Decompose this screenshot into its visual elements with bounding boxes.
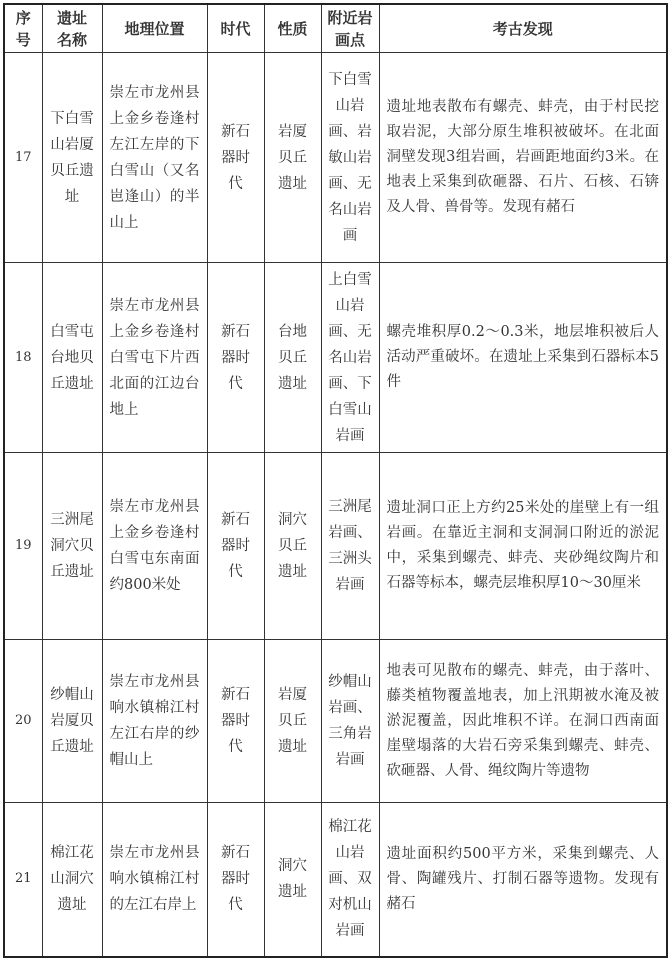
row-location: 崇左市龙州县上金乡卷逢村白雪屯东南面约800米处 [102,453,207,640]
row-era: 新石器时代 [207,640,264,803]
header-location: 地理位置 [102,4,207,53]
row-rock-art: 三洲尾岩画、三洲头岩画 [321,453,379,640]
row-finds: 螺壳堆积厚0.2～0.3米，地层堆积被后人活动严重破坏。在遗址上采集到石器标本5件 [379,263,667,453]
row-rock-art: 下白雪山岩画、岩敏山岩画、无名山岩画 [321,53,379,263]
row-nature: 台地贝丘遗址 [264,263,321,453]
row-rock-art: 棉江花山岩画、双对机山岩画 [321,803,379,957]
row-no: 18 [4,263,42,453]
row-location: 崇左市龙州县上金乡卷逢村左江左岸的下白雪山（又名岜逢山）的半山上 [102,53,207,263]
table-row [4,53,667,263]
header-no: 序号 [4,4,42,53]
row-location: 崇左市龙州县响水镇棉江村左江右岸的纱帽山上 [102,640,207,803]
header-row [4,4,667,53]
row-location: 崇左市龙州县响水镇棉江村的左江右岸上 [102,803,207,957]
archaeological-sites-table [3,3,668,958]
table-row [4,640,667,803]
header-era: 时代 [207,4,264,53]
row-site-name: 三洲尾洞穴贝丘遗址 [42,453,102,640]
header-nature: 性质 [264,4,321,53]
row-nature: 洞穴遗址 [264,803,321,957]
row-rock-art: 上白雪山岩画、无名山岩画、下白雪山岩画 [321,263,379,453]
row-nature: 洞穴贝丘遗址 [264,453,321,640]
row-no: 17 [4,53,42,263]
row-finds: 地表可见散布的螺壳、蚌壳，由于落叶、藤类植物覆盖地表，加上汛期被水淹及被淤泥覆盖，因此堆积不详。在洞口西南面崖壁塌落的大岩石旁采集到螺壳、蚌壳、砍砸器、人骨、绳纹陶片等遗物 [379,640,667,803]
table-row [4,803,667,957]
row-location: 崇左市龙州县上金乡卷逢村白雪屯下片西北面的江边台地上 [102,263,207,453]
row-era: 新石器时代 [207,53,264,263]
row-site-name: 纱帽山岩厦贝丘遗址 [42,640,102,803]
row-era: 新石器时代 [207,803,264,957]
table-wrapper [3,3,666,954]
row-finds: 遗址面积约500平方米，采集到螺壳、人骨、陶罐残片、打制石器等遗物。发现有赭石 [379,803,667,957]
row-no: 21 [4,803,42,957]
header-finds: 考古发现 [379,4,667,53]
row-site-name: 白雪屯台地贝丘遗址 [42,263,102,453]
row-finds: 遗址洞口正上方约25米处的崖壁上有一组岩画。在靠近主洞和支洞洞口附近的淤泥中，采集到螺壳、蚌壳、夹砂绳纹陶片和石器等标本，螺壳层堆积厚10～30厘米 [379,453,667,640]
header-name: 遗址名称 [42,4,102,53]
row-nature: 岩厦贝丘遗址 [264,640,321,803]
row-site-name: 棉江花山洞穴遗址 [42,803,102,957]
row-nature: 岩厦贝丘遗址 [264,53,321,263]
row-era: 新石器时代 [207,453,264,640]
row-no: 20 [4,640,42,803]
row-site-name: 下白雪山岩厦贝丘遗址 [42,53,102,263]
table-row [4,263,667,453]
header-rock-art: 附近岩画点 [321,4,379,53]
row-no: 19 [4,453,42,640]
table-row [4,453,667,640]
row-rock-art: 纱帽山岩画、三角岩岩画 [321,640,379,803]
row-era: 新石器时代 [207,263,264,453]
row-finds: 遗址地表散布有螺壳、蚌壳，由于村民挖取岩泥，大部分原生堆积被破坏。在北面洞壁发现3组岩画，岩画距地面约3米。在地表上采集到砍砸器、石片、石核、石锛及人骨、兽骨等。发现有赭石 [379,53,667,263]
